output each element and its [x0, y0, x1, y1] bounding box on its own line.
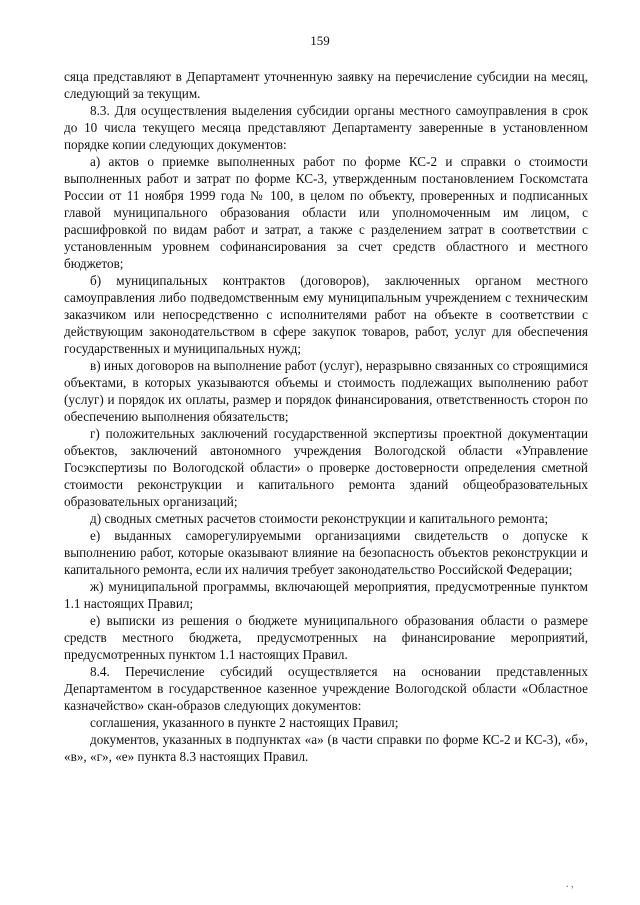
paragraph: сяца представляют в Департамент уточненную заявку на перечисление субсидии на месяц, следующий за текущим. — [64, 69, 588, 101]
paragraph: 8.3. Для осуществления выделения субсидии органы местного самоуправления в срок до 10 числа текущего месяца представляют Департаменту заверенные в установленном порядке копии следующих документов: — [64, 103, 588, 152]
paragraph: д) сводных сметных расчетов стоимости реконструкции и капитального ремонта; — [90, 511, 549, 526]
paragraph: в) иных договоров на выполнение работ (услуг), неразрывно связанных со строящимися объектами, в которых указываются объемы и стоимость подлежащих выполнению работ (услуг) и порядок их оплаты, размер и порядок финансирования, ответственность сторон по обеспечению выполнения обязательств; — [64, 358, 588, 424]
scan-mark: . , — [566, 879, 574, 890]
paragraph: 8.4. Перечисление субсидий осуществляется на основании представленных Департаментом в государственное казенное учреждение Вологодской области «Областное казначейство» скан-образов следующих документов: — [64, 664, 588, 713]
paragraph: ж) муниципальной программы, включающей мероприятия, предусмотренные пунктом 1.1 настоящих Правил; — [64, 579, 588, 611]
paragraph: б) муниципальных контрактов (договоров), заключенных органом местного самоуправления либо подведомственным ему муниципальным учреждением с техническим заказчиком или непосредственно с исполнителями работ на объекте в соответствии с действующим законодательством в сфере закупок товаров, работ, услуг для обеспечения государственных и муниципальных нужд; — [64, 273, 588, 356]
paragraph: а) актов о приемке выполненных работ по форме КС-2 и справки о стоимости выполненных работ и затрат по форме КС-3, утвержденным постановлением Госкомстата России от 11 ноября 1999 года № 100, в целом по объекту, проверенных и подписанных главой муниципального образования области или уполномоченным им лицом, с расшифровкой по видам работ и затрат, а также с разделением затрат в соответствии с установленным уровнем софинансирования за счет средств областного и местного бюджетов; — [64, 154, 588, 271]
page-number: 159 — [310, 33, 330, 48]
paragraph: соглашения, указанного в пункте 2 настоящих Правил; — [90, 715, 399, 730]
paragraph: е) выданных саморегулируемыми организациями свидетельств о допуске к выполнению работ, которые оказывают влияние на безопасность объектов реконструкции и капитального ремонта, если их наличия требует законодательство Российской Федерации; — [64, 528, 588, 577]
paragraph: г) положительных заключений государственной экспертизы проектной документации объектов, заключений автономного учреждения Вологодской области «Управление Госэкспертизы по Вологодской области» о проверке достоверности определения сметной стоимости реконструкции и капитального ремонта зданий общеобразовательных образовательных организаций; — [64, 426, 588, 509]
paragraph: е) выписки из решения о бюджете муниципального образования области о размере средств местного бюджета, предусмотренных на финансирование мероприятий, предусмотренных пунктом 1.1 настоящих Правил. — [64, 613, 588, 662]
paragraph: документов, указанных в подпунктах «а» (в части справки по форме КС-2 и КС-3), «б», «в», «г», «е» пункта 8.3 настоящих Правил. — [64, 732, 588, 764]
document-body — [64, 68, 588, 765]
